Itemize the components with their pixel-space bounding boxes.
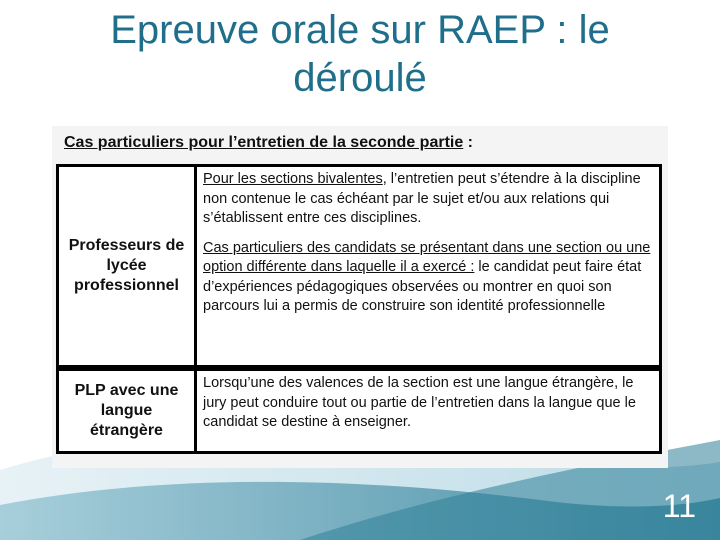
document-heading-suffix: : bbox=[463, 134, 474, 151]
row-1-label: Professeurs de lycée professionnel bbox=[68, 237, 185, 294]
cases-table bbox=[56, 164, 662, 454]
document-excerpt bbox=[52, 126, 668, 468]
row-1-p1-rest: , l’entretien peut s’étendre à la discipline non contenue le cas échéant par le sujet et/ou aux relations qui s’établissent entre ces disciplines. bbox=[203, 171, 641, 226]
page-number: 11 bbox=[662, 488, 696, 524]
row-1-p2-rest: le candidat peut faire état d’expériences pédagogiques observées ou montrer en quoi son parcours lui a permis de construire son identité professionnelle bbox=[203, 259, 642, 314]
document-heading-underlined: Cas particuliers pour l’entretien de la seconde partie bbox=[64, 134, 464, 151]
slide-title-line-1: Epreuve orale sur RAEP : le bbox=[110, 8, 610, 52]
row-1-text-cell bbox=[197, 167, 659, 365]
slide-title bbox=[40, 6, 680, 102]
row-1-p1-underlined: Pour les sections bivalentes bbox=[203, 171, 383, 187]
row-2-text-cell bbox=[197, 371, 659, 451]
slide-title-line-2: déroulé bbox=[293, 56, 427, 100]
row-2-label-cell bbox=[59, 371, 194, 451]
document-heading bbox=[64, 134, 473, 152]
row-1-p2-underlined: Cas particuliers des candidats se présentant dans une section ou une option différente dans laquelle il a exercé : bbox=[203, 239, 651, 275]
row-1-paragraph-1 bbox=[203, 170, 653, 229]
row-1-paragraph-2 bbox=[203, 239, 653, 317]
row-1-label-cell bbox=[59, 167, 194, 365]
row-2-paragraph: Lorsqu’une des valences de la section est une langue étrangère, le jury peut conduire tout ou partie de l’entretien dans la langue que le candidat se destine à enseigner. bbox=[203, 375, 636, 430]
row-2-label: PLP avec une langue étrangère bbox=[74, 382, 179, 439]
